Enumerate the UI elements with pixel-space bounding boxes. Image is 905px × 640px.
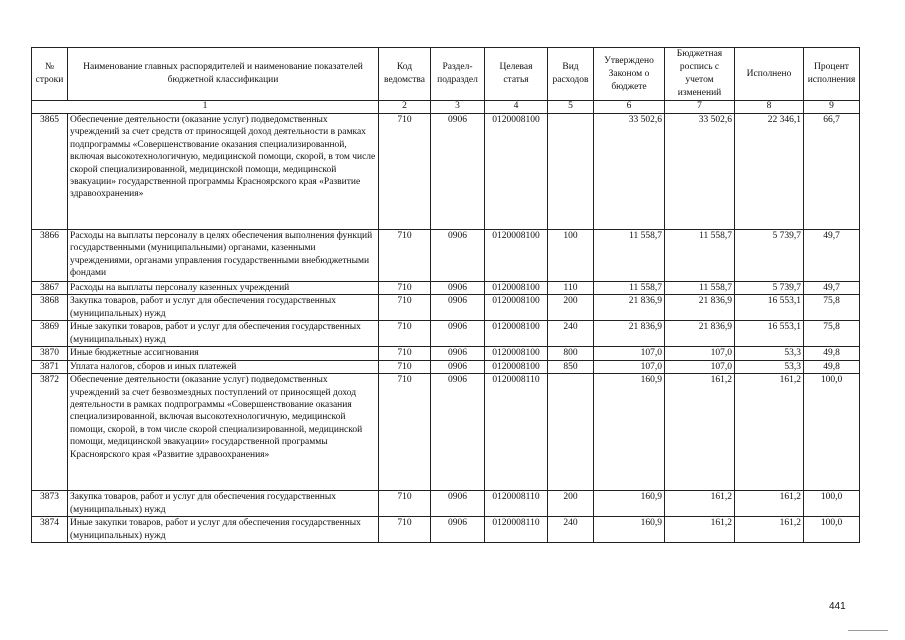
section-code: 0906 (431, 321, 485, 347)
schedule-amount: 107,0 (665, 347, 735, 360)
dept-code: 710 (379, 347, 431, 360)
expense-type (548, 374, 594, 491)
row-name: Расходы на выплаты персоналу в целях обеспечения выполнения функций государственными (муниципальными) органами, казенными учреждениями, органами управления государственными внебюджетными фондами (68, 230, 379, 282)
schedule-amount: 161,2 (665, 374, 735, 491)
table-row (32, 295, 860, 321)
row-number: 3873 (32, 491, 68, 517)
execution-percent: 49,7 (804, 282, 860, 295)
schedule-amount: 11 558,7 (665, 230, 735, 282)
table-row (32, 114, 860, 230)
approved-amount: 107,0 (594, 347, 665, 360)
row-name: Иные закупки товаров, работ и услуг для обеспечения государственных (муниципальных) нужд (68, 321, 379, 347)
approved-amount: 11 558,7 (594, 230, 665, 282)
header-target-article: Целевая статья (485, 48, 548, 101)
expense-type: 240 (548, 517, 594, 543)
header-expense-type: Вид расходов (548, 48, 594, 101)
dept-code: 710 (379, 282, 431, 295)
row-number: 3866 (32, 230, 68, 282)
execution-percent: 100,0 (804, 517, 860, 543)
executed-amount: 16 553,1 (735, 321, 804, 347)
execution-percent: 100,0 (804, 491, 860, 517)
header-executed: Исполнено (735, 48, 804, 101)
row-number: 3870 (32, 347, 68, 360)
schedule-amount: 11 558,7 (665, 282, 735, 295)
approved-amount: 160,9 (594, 374, 665, 491)
expense-type: 240 (548, 321, 594, 347)
approved-amount: 11 558,7 (594, 282, 665, 295)
column-number: 9 (804, 101, 860, 114)
column-number: 4 (485, 101, 548, 114)
section-code: 0906 (431, 295, 485, 321)
dept-code: 710 (379, 374, 431, 491)
executed-amount: 5 739,7 (735, 282, 804, 295)
row-number: 3872 (32, 374, 68, 491)
executed-amount: 161,2 (735, 517, 804, 543)
scan-edge-line (848, 630, 888, 631)
expense-type: 850 (548, 360, 594, 373)
approved-amount: 160,9 (594, 491, 665, 517)
schedule-amount: 21 836,9 (665, 321, 735, 347)
row-name: Обеспечение деятельности (оказание услуг) подведомственных учреждений за счет средств от приносящей доход деятельности в рамках подпрограммы «Совершенствование оказания специализированной, включая высокотехнологичную, медицинской помощи, скорой, в том числе скорой специализированной, медицинской помощи, медицинской эвакуации» государственной программы Красноярского края «Развитие здравоохранения» (68, 114, 379, 230)
target-article: 0120008100 (485, 321, 548, 347)
target-article: 0120008110 (485, 491, 548, 517)
executed-amount: 22 346,1 (735, 114, 804, 230)
row-number: 3869 (32, 321, 68, 347)
table-row (32, 517, 860, 543)
approved-amount: 33 502,6 (594, 114, 665, 230)
header-row (32, 48, 860, 101)
row-name: Иные закупки товаров, работ и услуг для обеспечения государственных (муниципальных) нужд (68, 517, 379, 543)
table-body (32, 114, 860, 543)
execution-percent: 49,7 (804, 230, 860, 282)
column-number: 8 (735, 101, 804, 114)
execution-percent: 75,8 (804, 321, 860, 347)
section-code: 0906 (431, 517, 485, 543)
dept-code: 710 (379, 491, 431, 517)
row-number: 3865 (32, 114, 68, 230)
section-code: 0906 (431, 282, 485, 295)
header-budget-schedule: Бюджетная роспись с учетом изменений (665, 48, 735, 101)
expense-type: 200 (548, 295, 594, 321)
section-code: 0906 (431, 114, 485, 230)
table-row (32, 491, 860, 517)
approved-amount: 21 836,9 (594, 321, 665, 347)
executed-amount: 161,2 (735, 491, 804, 517)
header-approved: Утверждено Законом о бюджете (594, 48, 665, 101)
expense-type: 800 (548, 347, 594, 360)
page-number: 441 (829, 601, 846, 612)
target-article: 0120008100 (485, 295, 548, 321)
header-percent: Процент исполнения (804, 48, 860, 101)
schedule-amount: 161,2 (665, 517, 735, 543)
table-row (32, 230, 860, 282)
schedule-amount: 107,0 (665, 360, 735, 373)
column-number: 1 (32, 101, 379, 114)
executed-amount: 53,3 (735, 347, 804, 360)
execution-percent: 66,7 (804, 114, 860, 230)
executed-amount: 5 739,7 (735, 230, 804, 282)
dept-code: 710 (379, 295, 431, 321)
column-number: 3 (431, 101, 485, 114)
row-number: 3871 (32, 360, 68, 373)
table-row (32, 282, 860, 295)
header-row-number: № строки (32, 48, 68, 101)
row-name: Обеспечение деятельности (оказание услуг) подведомственных учреждений за счет безвозмездных поступлений от приносящей доход деятельности в рамках подпрограммы «Совершенствование оказания специализированной, включая высокотехнологичную, медицинской помощи, скорой, в том числе скорой специализированной, медицинской помощи, медицинской эвакуации» государственной программы Красноярского края «Развитие здравоохранения» (68, 374, 379, 491)
section-code: 0906 (431, 374, 485, 491)
execution-percent: 75,8 (804, 295, 860, 321)
approved-amount: 160,9 (594, 517, 665, 543)
table-row (32, 347, 860, 360)
header-dept-code: Код ведомства (379, 48, 431, 101)
row-name: Расходы на выплаты персоналу казенных учреждений (68, 282, 379, 295)
table-row (32, 360, 860, 373)
column-number: 5 (548, 101, 594, 114)
expense-type: 200 (548, 491, 594, 517)
section-code: 0906 (431, 491, 485, 517)
target-article: 0120008100 (485, 347, 548, 360)
dept-code: 710 (379, 114, 431, 230)
executed-amount: 161,2 (735, 374, 804, 491)
column-number-row (32, 101, 860, 114)
target-article: 0120008110 (485, 374, 548, 491)
column-number: 2 (379, 101, 431, 114)
target-article: 0120008110 (485, 517, 548, 543)
row-number: 3867 (32, 282, 68, 295)
target-article: 0120008100 (485, 360, 548, 373)
section-code: 0906 (431, 347, 485, 360)
row-name: Закупка товаров, работ и услуг для обеспечения государственных (муниципальных) нужд (68, 491, 379, 517)
execution-percent: 100,0 (804, 374, 860, 491)
header-section: Раздел-подраздел (431, 48, 485, 101)
row-name: Закупка товаров, работ и услуг для обеспечения государственных (муниципальных) нужд (68, 295, 379, 321)
executed-amount: 16 553,1 (735, 295, 804, 321)
expense-type (548, 114, 594, 230)
dept-code: 710 (379, 517, 431, 543)
schedule-amount: 161,2 (665, 491, 735, 517)
row-name: Уплата налогов, сборов и иных платежей (68, 360, 379, 373)
section-code: 0906 (431, 360, 485, 373)
row-name: Иные бюджетные ассигнования (68, 347, 379, 360)
approved-amount: 107,0 (594, 360, 665, 373)
row-number: 3868 (32, 295, 68, 321)
column-number: 7 (665, 101, 735, 114)
budget-execution-table (31, 47, 860, 543)
target-article: 0120008100 (485, 114, 548, 230)
executed-amount: 53,3 (735, 360, 804, 373)
execution-percent: 49,8 (804, 347, 860, 360)
table-row (32, 321, 860, 347)
dept-code: 710 (379, 230, 431, 282)
target-article: 0120008100 (485, 230, 548, 282)
column-number: 6 (594, 101, 665, 114)
section-code: 0906 (431, 230, 485, 282)
expense-type: 110 (548, 282, 594, 295)
schedule-amount: 21 836,9 (665, 295, 735, 321)
execution-percent: 49,8 (804, 360, 860, 373)
schedule-amount: 33 502,6 (665, 114, 735, 230)
dept-code: 710 (379, 360, 431, 373)
header-name: Наименование главных распорядителей и наименование показателей бюджетной классификации (68, 48, 379, 101)
dept-code: 710 (379, 321, 431, 347)
approved-amount: 21 836,9 (594, 295, 665, 321)
expense-type: 100 (548, 230, 594, 282)
target-article: 0120008100 (485, 282, 548, 295)
table-row (32, 374, 860, 491)
row-number: 3874 (32, 517, 68, 543)
